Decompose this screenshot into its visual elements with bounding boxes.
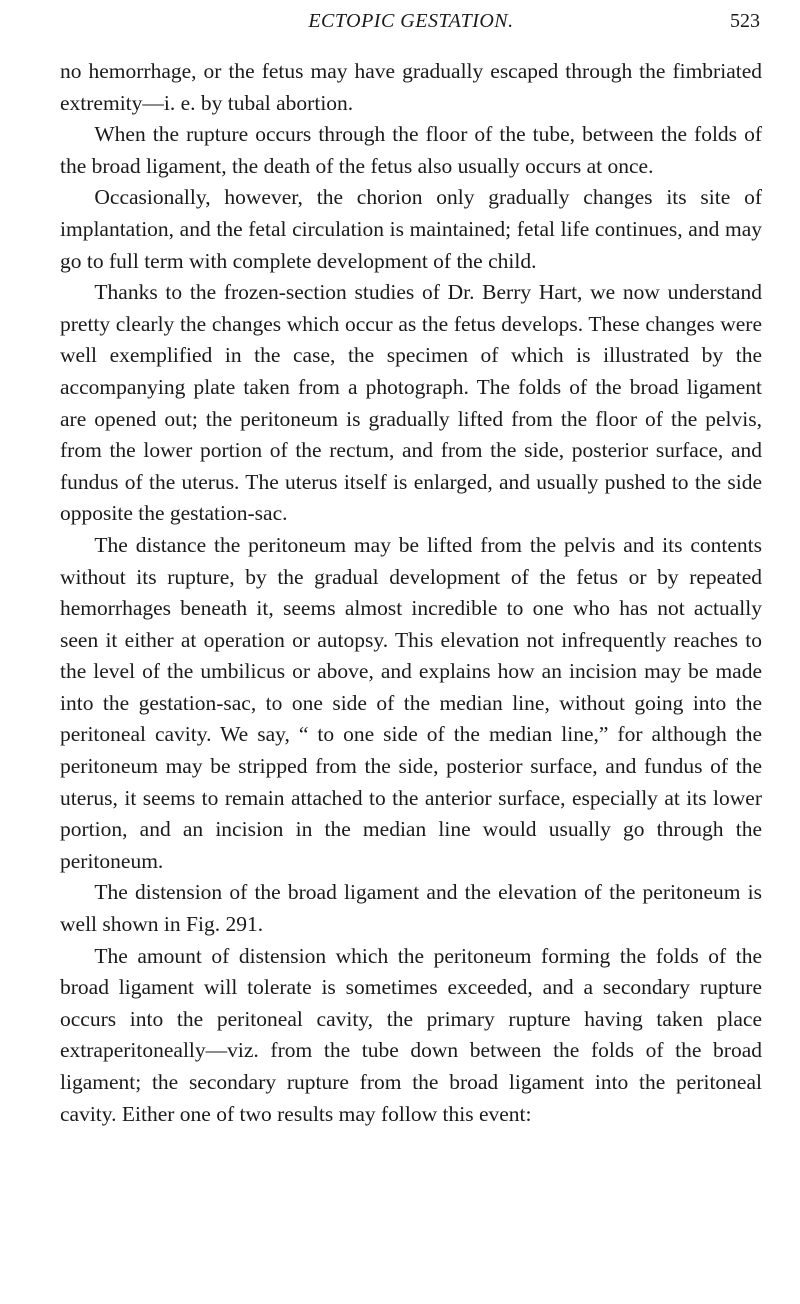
paragraph-frozen-section: Thanks to the frozen-section studies of Dr. Berry Hart, we now understand pretty clearly the changes which occur as the fetus develops. These changes were well exemplified in the case, the specimen of which is illustrated by the accompanying plate taken from a photograph. The folds of the broad ligament are opened out; the peritoneum is gradually lifted from the floor of the pelvis, from the lower portion of the rectum, and from the side, posterior surface, and fundus of the uterus. The uterus itself is enlarged, and usually pushed to the side opposite the gestation-sac.: [60, 280, 762, 526]
page-number: 523: [730, 10, 760, 32]
paragraph-continuation: no hemorrhage, or the fetus may have gradually escaped through the fimbriated extremity—i. e. by tubal abortion.: [60, 59, 762, 115]
paragraph-distension: The distension of the broad ligament and the elevation of the peritoneum is well shown in Fig. 291.: [60, 880, 762, 937]
paragraph-peritoneum-distance: The distance the peritoneum may be lifted from the pelvis and its contents without its rupture, by the gradual development of the fetus or by repeated hemorrhages beneath it, seems almost incredible to one who has not actually seen it either at operation or autopsy. This elevation not infrequently reaches to the level of the umbilicus or above, and explains how an incision may be made into the gestation-sac, to one side of the median line, without going into the peritoneal cavity. We say, “ to one side of the median line,” for although the peritoneum may be stripped from the side, posterior surface, and fundus of the uterus, it seems to remain attached to the anterior surface, especially at its lower portion, and an incision in the median line would usually go through the peritoneum.: [60, 532, 762, 873]
paragraph-rupture-floor: When the rupture occurs through the floor of the tube, between the folds of the broad ligament, the death of the fetus also usually occurs at once.: [60, 122, 762, 178]
paragraph-chorion: Occasionally, however, the chorion only gradually changes its site of implantation, and the fetal circulation is maintained; fetal life continues, and may go to full term with complete development of the child.: [60, 185, 762, 273]
running-title: ECTOPIC GESTATION.: [308, 10, 514, 32]
paragraph-secondary-rupture: The amount of distension which the peritoneum forming the folds of the broad ligament will tolerate is sometimes exceeded, and a secondary rupture occurs into the peritoneal cavity, the primary rupture having taken place extraperitoneally—viz. from the tube down between the folds of the broad ligament; the secondary rupture from the broad ligament into the peritoneal cavity. Either one of two results may follow this event:: [60, 943, 762, 1126]
body-text: [60, 56, 762, 1130]
running-head: [60, 8, 762, 36]
